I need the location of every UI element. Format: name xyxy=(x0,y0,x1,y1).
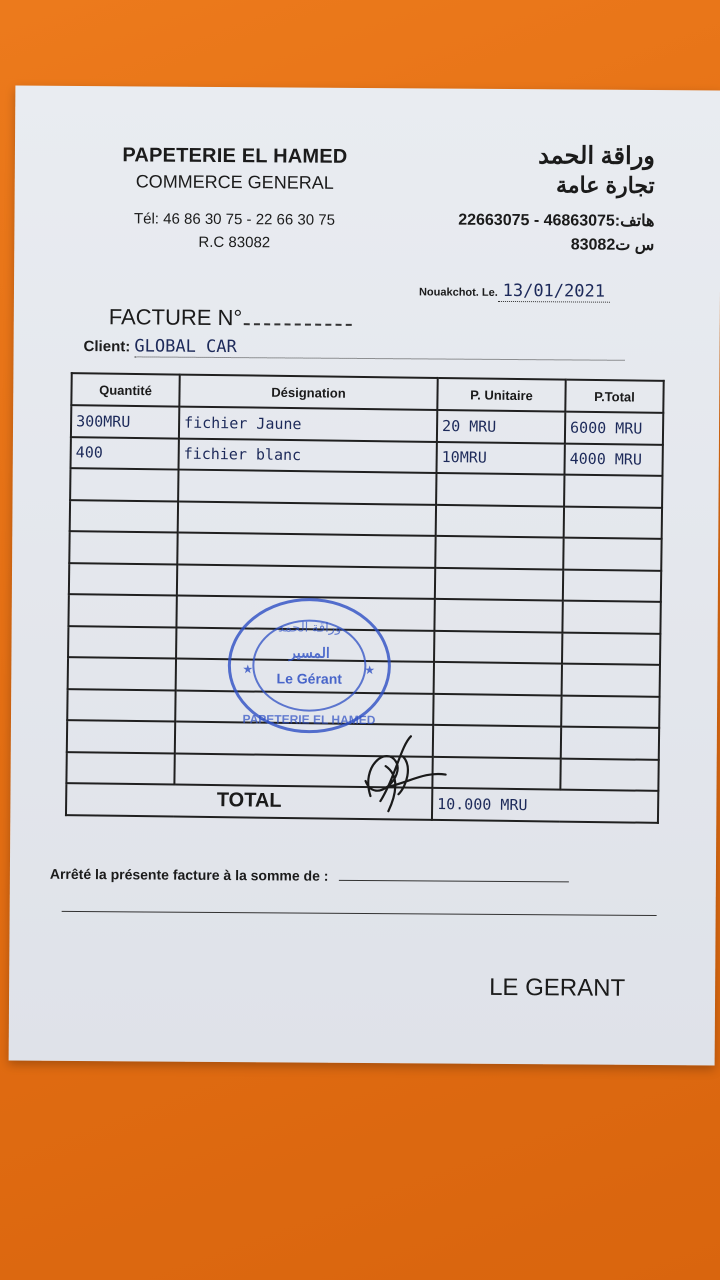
cell-empty xyxy=(562,632,660,665)
stamp-star-icon: ★ xyxy=(364,662,376,678)
cell-empty xyxy=(70,468,178,501)
cell-empty xyxy=(67,689,175,722)
cell-empty xyxy=(561,695,659,728)
company-phone: Tél: 46 86 30 75 - 22 66 30 75 xyxy=(133,210,336,229)
cell-designation: fichier Jaune xyxy=(179,407,437,442)
cell-empty xyxy=(178,501,436,536)
total-value: 10.000 MRU xyxy=(432,788,658,822)
invoice-date xyxy=(419,280,610,302)
cell-empty xyxy=(68,626,176,659)
signature-stroke xyxy=(365,736,446,812)
cell-unit-price: 20 MRU xyxy=(437,410,565,443)
cell-total-price: 6000 MRU xyxy=(565,412,663,445)
cell-empty xyxy=(563,569,661,602)
header-french xyxy=(84,144,385,252)
invoice-paper xyxy=(9,86,720,1066)
cell-empty xyxy=(562,664,660,697)
cell-empty xyxy=(435,536,563,569)
total-label: TOTAL xyxy=(66,783,432,819)
signatory-label: LE GERANT xyxy=(489,973,626,1002)
company-activity-arabic: تجارة عامة xyxy=(555,172,655,199)
cell-quantity: 400 xyxy=(71,437,179,470)
cell-empty xyxy=(177,564,435,599)
stamp-center-text: Le Gérant xyxy=(276,670,343,687)
company-name-arabic: وراقة الحمد xyxy=(538,142,656,171)
header-unit-price: P. Unitaire xyxy=(437,378,565,412)
cell-empty xyxy=(177,533,435,568)
header-quantity: Quantité xyxy=(71,373,179,406)
cell-empty xyxy=(434,599,562,632)
client-label: Client: xyxy=(83,338,131,356)
date-label: Nouakchot. Le. xyxy=(418,286,498,299)
cell-empty xyxy=(434,630,562,663)
stamp-arabic-top: وراقة الحمد xyxy=(277,619,342,635)
cell-empty xyxy=(433,693,561,726)
stamp-star-icon: ★ xyxy=(242,662,254,677)
cell-empty xyxy=(436,473,564,506)
stamp-outer-text: PAPETERIE EL HAMED xyxy=(242,712,376,728)
cell-quantity: 300MRU xyxy=(71,405,179,438)
cell-empty xyxy=(67,720,175,753)
cell-empty xyxy=(432,756,560,789)
company-name: PAPETERIE EL HAMED xyxy=(122,144,348,168)
date-value: 13/01/2021 xyxy=(498,281,610,303)
company-activity: COMMERCE GENERAL xyxy=(135,171,334,193)
cell-empty xyxy=(66,752,174,785)
company-phone-arabic: 22663075 - 46863075:هاتف xyxy=(458,211,655,231)
amount-in-words-label: Arrêté la présente facture à la somme de : xyxy=(49,865,329,884)
invoice-number xyxy=(109,304,353,332)
cell-empty xyxy=(69,563,177,596)
cell-empty xyxy=(436,504,564,537)
amount-in-words-line-2 xyxy=(62,911,657,916)
cell-empty xyxy=(561,727,659,760)
cell-empty xyxy=(435,567,563,600)
cell-empty xyxy=(68,594,176,627)
stamp-arabic-title: المسير xyxy=(289,644,330,661)
cell-designation: fichier blanc xyxy=(179,438,437,473)
amount-in-words xyxy=(50,866,569,886)
amount-in-words-line xyxy=(338,870,568,883)
cell-empty xyxy=(564,506,662,539)
cell-unit-price: 10MRU xyxy=(436,441,564,474)
company-rc: R.C 83082 xyxy=(198,233,271,252)
invoice-label: FACTURE N° xyxy=(108,304,243,331)
cell-total-price: 4000 MRU xyxy=(564,443,662,476)
manager-signature xyxy=(340,726,451,817)
cell-empty xyxy=(69,531,177,564)
client-value: GLOBAL CAR xyxy=(134,336,624,360)
header-arabic xyxy=(404,140,655,255)
header-designation: Désignation xyxy=(179,375,437,410)
cell-empty xyxy=(433,725,561,758)
company-stamp xyxy=(224,595,395,736)
cell-empty xyxy=(560,758,658,791)
cell-empty xyxy=(562,601,660,634)
cell-empty xyxy=(68,657,176,690)
client-line xyxy=(84,336,625,361)
company-rc-arabic: س ت83082 xyxy=(570,236,655,255)
cell-empty xyxy=(70,500,178,533)
cell-empty xyxy=(178,470,436,505)
header-total-price: P.Total xyxy=(565,380,663,413)
cell-empty xyxy=(434,662,562,695)
cell-empty xyxy=(564,475,662,508)
cell-empty xyxy=(563,538,661,571)
invoice-number-blank xyxy=(244,313,352,326)
